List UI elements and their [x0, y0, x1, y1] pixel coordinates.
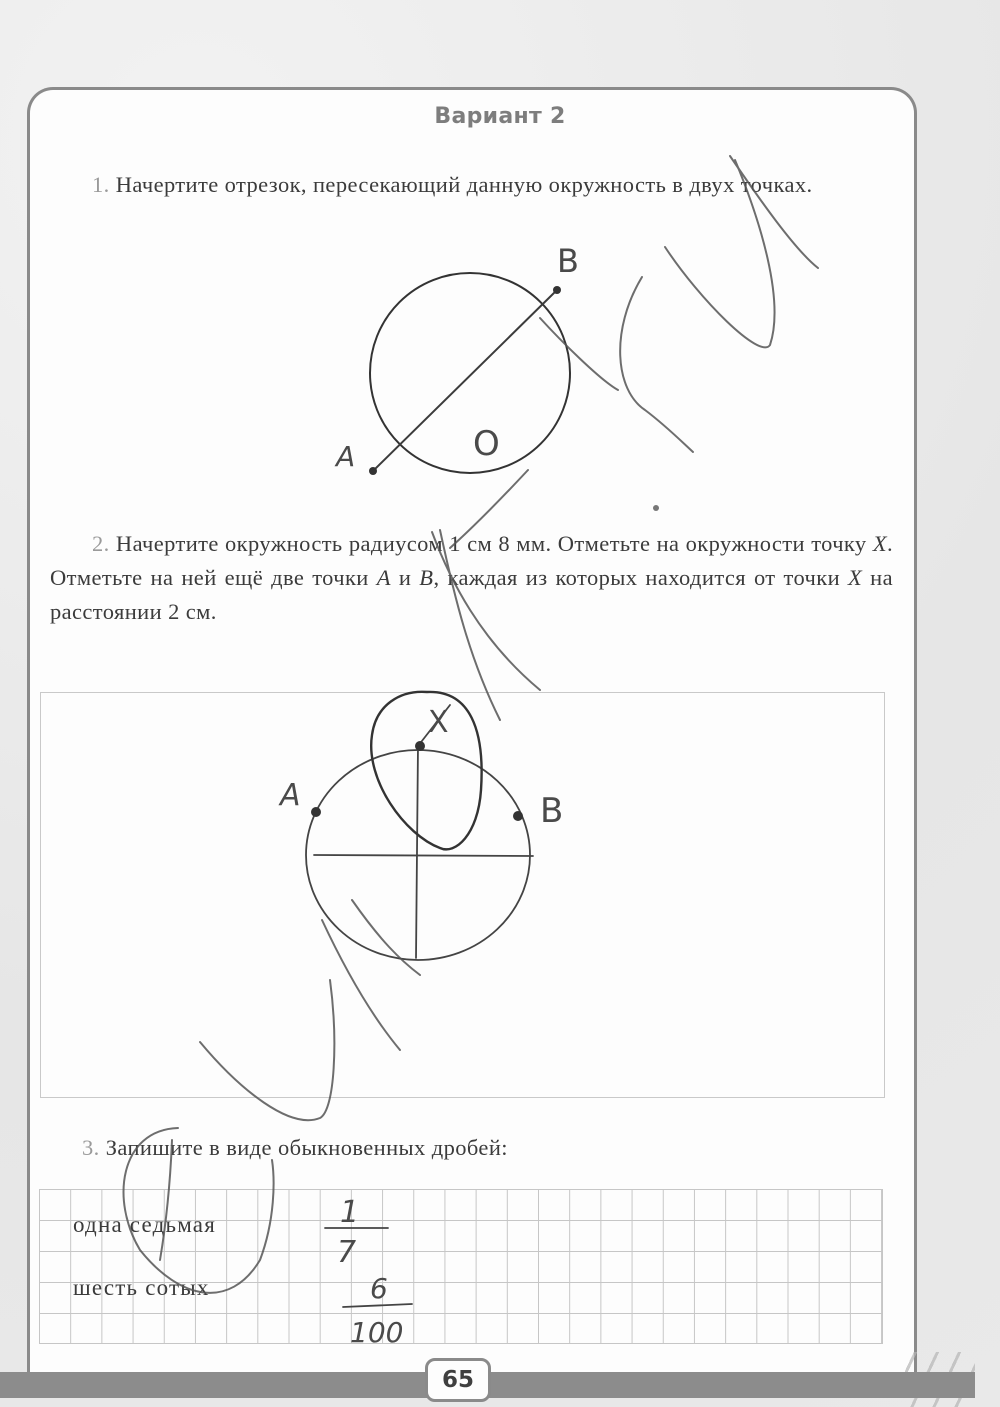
task-2-number: 2.: [92, 531, 110, 556]
label-x: X: [428, 705, 449, 740]
point-b-dot-2: [513, 811, 523, 821]
var-x: X: [872, 531, 887, 556]
task-2-text: и: [390, 565, 420, 590]
fraction-label-2: шесть сотых: [73, 1275, 210, 1300]
label-b: B: [557, 242, 579, 280]
point-a-dot-2: [311, 807, 321, 817]
fraction-1-denominator: 7: [337, 1235, 357, 1270]
point-b-dot: [553, 286, 561, 294]
var-a: A: [376, 565, 391, 590]
fraction-label-1: одна седьмая: [73, 1212, 216, 1237]
var-x: X: [848, 565, 863, 590]
task-1-text: Начертите отрезок, пересекающий данную окружность в двух точках.: [115, 172, 813, 197]
task-2-text: Начертите окружность радиусом 1 см 8 мм. Отметьте на окружности точку: [115, 531, 873, 556]
var-b: B: [419, 565, 434, 590]
fraction-1-numerator: 1: [340, 1195, 360, 1230]
fraction-2-denominator: 100: [350, 1316, 404, 1349]
radius-arc-oval: [371, 692, 481, 850]
task-2-text: . Отметьте на ней ещё две точки: [50, 531, 893, 590]
page-number: 65: [425, 1358, 491, 1402]
label-a-2: A: [280, 778, 301, 813]
task-3-number: 3.: [82, 1135, 100, 1160]
task-1-number: 1.: [92, 172, 110, 197]
fraction-2-numerator: 6: [370, 1272, 388, 1305]
horizontal-diameter: [314, 855, 533, 856]
pencil-scribble: [124, 156, 818, 1293]
point-x-dot: [415, 741, 425, 751]
task-2-text: на расстоянии 2 см.: [50, 565, 893, 624]
task-3-text: Запишите в виде обыкновенных дробей:: [105, 1135, 508, 1160]
task-2-text: , каждая из которых находится от точки: [433, 565, 849, 590]
point-a-dot: [369, 467, 377, 475]
label-o: O: [473, 424, 500, 464]
label-b-2: B: [540, 791, 564, 831]
task-1-segment: [373, 290, 557, 471]
vertical-diameter: [416, 745, 418, 958]
variant-title: Вариант 2: [434, 104, 566, 129]
task-1-circle: [370, 273, 570, 473]
pencil-dot: [653, 505, 659, 511]
label-a: A: [336, 440, 356, 473]
